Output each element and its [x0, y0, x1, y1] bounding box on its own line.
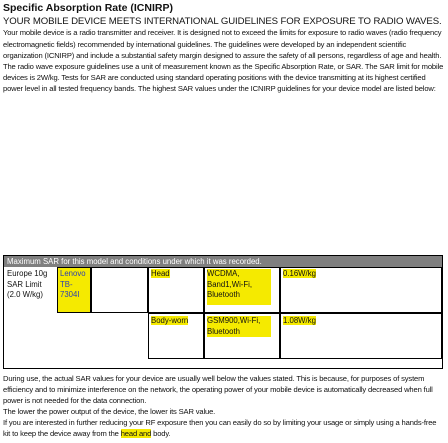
reduce-paragraph [3, 417, 444, 439]
position-cell-head [148, 267, 204, 313]
after-paragraph: During use, the actual SAR values for your device are usually well below the values stated. This is because, for purposes of system efficiency and to minimize interference on the network, the operating power of your mobile device is automatically decreased when full power is not needed for the data connection. [3, 374, 433, 406]
value-cell-head [280, 267, 442, 313]
intro-paragraph: Your mobile device is a radio transmitter and receiver. It is designed not to exceed the limits for exposure to radio waves (radio frequency electromagnetic fields) recommended by international guidelines. The guidelines were developed by an independent scientific organization (ICNIRP) and include a substantial safety margin designed to assure the safety of all persons, regardless of age and health. [3, 28, 442, 60]
model-label: TB-7304I [60, 279, 80, 300]
bands-body: GSM900,Wi-Fi, Bluetooth [207, 316, 271, 337]
document-heading: YOUR MOBILE DEVICE MEETS INTERNATIONAL GUIDELINES FOR EXPOSURE TO RADIO WAVES. [3, 16, 442, 27]
reduce-text: If you are interested in further reducing your RF exposure then you can easily do so by limiting your usage or simply using a hands-free kit to keep the device away from the [3, 418, 437, 439]
sar-table-header: Maximum SAR for this model and conditions under which it was recorded. [4, 256, 442, 267]
value-cell-body [280, 313, 442, 359]
after-table-section [3, 373, 444, 440]
region-cell: Europe 10g SAR Limit (2.0 W/kg) [7, 269, 48, 300]
position-cell-body [148, 313, 204, 359]
sar-table [3, 255, 443, 369]
brand-spacer-cell [91, 267, 148, 313]
bands-cell-head [204, 267, 280, 313]
position-head: Head [151, 269, 170, 278]
sar-paragraph: The radio wave exposure guidelines use a unit of measurement known as the Specific Absorption Rate, or SAR. The SAR limit for mobile devices is 2W/kg. Tests for SAR are conducted using standard operating positions with the device transmitting at its highest certified power level in all tested frequency bands. The highest SAR values under the ICNIRP guidelines for your device model are listed below: [3, 61, 444, 93]
reduce-tail: body. [151, 429, 171, 439]
value-body: 1.08W/kg [283, 316, 316, 325]
lower-output-line: The lower the power output of the device, the lower its SAR value. [3, 407, 216, 417]
position-body: Body-worn [151, 316, 189, 325]
reduce-highlight: head and [120, 429, 152, 439]
bands-head: WCDMA, Band1,Wi-Fi, Bluetooth [207, 269, 271, 305]
sar-document [3, 2, 444, 94]
value-head: 0.16W/kg [283, 269, 316, 278]
brand-label: Lenovo [60, 269, 86, 278]
document-title: Specific Absorption Rate (ICNIRP) [3, 2, 173, 14]
brand-model-cell [57, 267, 91, 313]
bands-cell-body [204, 313, 280, 359]
